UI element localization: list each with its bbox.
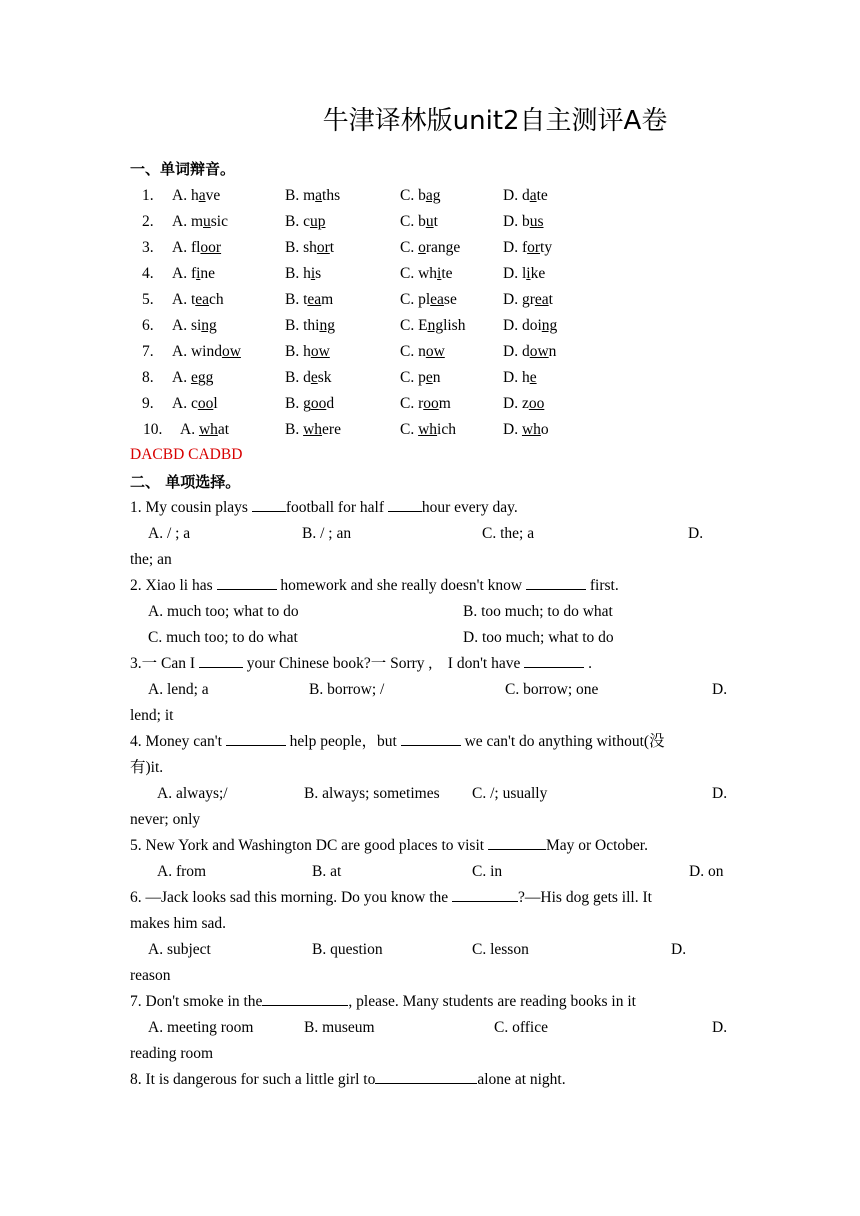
option-text: se [443, 291, 457, 308]
phonics-option-c [400, 287, 457, 313]
phonics-row-number: 8. [142, 369, 154, 386]
phonics-option-c [400, 417, 456, 443]
underlined-letters: ea [195, 291, 210, 308]
underlined-letters: ng [541, 317, 558, 334]
phonics-option-b [285, 417, 341, 443]
option-text: ty [540, 239, 553, 256]
underlined-letters: e [425, 369, 433, 386]
underlined-letters: oo [528, 395, 545, 412]
option-text: A. si [172, 317, 202, 334]
phonics-row-number: 10. [143, 421, 163, 438]
underlined-letters: up [309, 213, 326, 230]
phonics-option-a [172, 183, 220, 209]
option-text: t [433, 213, 438, 230]
underlined-letters: i [526, 265, 531, 282]
option-text: n [548, 343, 557, 360]
phonics-option-c [400, 209, 438, 235]
q2-option-d: D. too much; what to do [463, 629, 614, 646]
phonics-option-a [172, 209, 228, 235]
underlined-letters: ng [427, 317, 444, 334]
underlined-letters: a [529, 187, 537, 204]
option-text: D. b [503, 213, 530, 230]
underlined-letters: wh [418, 421, 438, 438]
option-text: A. h [172, 187, 199, 204]
option-text: A. f [172, 265, 197, 282]
question-3: 3.一 Can I your Chinese book?一 Sorry , I don't have . [130, 655, 592, 672]
underlined-letters: oo [310, 395, 327, 412]
q6-option-b: B. question [312, 941, 383, 958]
option-text: ere [322, 421, 341, 438]
option-text: at [217, 421, 230, 438]
underlined-letters: e [310, 369, 318, 386]
option-text: range [425, 239, 461, 256]
phonics-option-a [172, 287, 224, 313]
option-text: lish [443, 317, 466, 334]
underlined-letters: ow [310, 343, 330, 360]
option-text: C. wh [400, 265, 438, 282]
option-text: o [540, 421, 549, 438]
question-1: 1. My cousin plays football for half hour every day. [130, 499, 518, 516]
option-text: B. thi [285, 317, 320, 334]
phonics-option-d [503, 209, 544, 235]
question-5: 5. New York and Washington DC are good places to visit May or October. [130, 837, 648, 854]
phonics-option-b [285, 209, 325, 235]
option-text: A. t [172, 291, 196, 308]
underlined-letters: a [198, 187, 206, 204]
q5-option-c: C. in [472, 863, 503, 880]
phonics-row-number: 9. [142, 395, 154, 412]
phonics-row-number: 1. [142, 187, 154, 204]
section1-heading: 一、单词辩音。 [130, 160, 236, 178]
q6-option-d: D. [671, 941, 687, 958]
phonics-option-d [503, 391, 544, 417]
option-text: C. pl [400, 291, 431, 308]
q6-option-d-text: reason [130, 967, 171, 984]
option-text: C. r [400, 395, 424, 412]
q5-option-a: A. from [157, 863, 207, 880]
phonics-option-d [503, 183, 548, 209]
underlined-letters: ow [425, 343, 445, 360]
phonics-row-number: 7. [142, 343, 154, 360]
underlined-letters: wh [303, 421, 323, 438]
option-text: ths [322, 187, 341, 204]
option-text: m [321, 291, 334, 308]
question-6-cont: makes him sad. [130, 915, 226, 932]
option-text: B. [285, 421, 304, 438]
phonics-option-a [172, 235, 221, 261]
q1-option-d: D. [688, 525, 704, 542]
underlined-letters: wh [521, 421, 541, 438]
option-text: l [213, 395, 218, 412]
phonics-row-number: 3. [142, 239, 154, 256]
option-text: D. h [503, 369, 530, 386]
phonics-option-c [400, 391, 451, 417]
underlined-letters: o [418, 239, 426, 256]
option-text: ch [209, 291, 224, 308]
phonics-row-number: 5. [142, 291, 154, 308]
underlined-letters: ow [221, 343, 241, 360]
option-text: te [441, 265, 453, 282]
q5-option-b: B. at [312, 863, 342, 880]
underlined-letters: ea [534, 291, 549, 308]
phonics-option-c [400, 365, 440, 391]
question-7: 7. Don't smoke in the , please. Many students are reading books in it [130, 993, 636, 1010]
phonics-option-a [172, 339, 241, 365]
phonics-option-a [172, 313, 217, 339]
option-text: D. l [503, 265, 527, 282]
q3-option-c: C. borrow; one [505, 681, 599, 698]
option-text: te [536, 187, 548, 204]
option-text: B. m [285, 187, 316, 204]
phonics-row-number: 6. [142, 317, 154, 334]
option-text: A. wind [172, 343, 222, 360]
option-text: D. z [503, 395, 529, 412]
q2-option-c: C. much too; to do what [148, 629, 298, 646]
option-text: B. h [285, 265, 311, 282]
phonics-option-d [503, 417, 549, 443]
option-text: ve [205, 187, 221, 204]
option-text: B. sh [285, 239, 317, 256]
option-text: m [438, 395, 451, 412]
phonics-option-c [400, 183, 440, 209]
option-text: n [432, 369, 441, 386]
phonics-option-d [503, 261, 545, 287]
phonics-option-b [285, 287, 333, 313]
underlined-letters: wh [198, 421, 218, 438]
question-4: 4. Money can't help people，but we can't do anything without(没 [130, 733, 665, 750]
phonics-option-d [503, 313, 557, 339]
phonics-option-d [503, 235, 552, 261]
question-4-cont: 有)it. [130, 759, 164, 776]
option-text: C. E [400, 317, 428, 334]
q7-option-d: D. [712, 1019, 728, 1036]
option-text: C. b [400, 187, 426, 204]
q2-option-a: A. much too; what to do [148, 603, 299, 620]
option-text: gg [197, 369, 214, 386]
q1-option-a: A. / ; a [148, 525, 191, 542]
q3-option-a: A. lend; a [148, 681, 209, 698]
q3-option-d-text: lend; it [130, 707, 174, 724]
option-text: t [329, 239, 335, 256]
option-text: A. fl [172, 239, 201, 256]
underlined-letters: e [529, 369, 537, 386]
option-text: d [326, 395, 335, 412]
phonics-option-c [400, 339, 445, 365]
q7-option-c: C. office [494, 1019, 548, 1036]
option-text: t [548, 291, 553, 308]
option-text: C. [400, 239, 419, 256]
option-text: C. p [400, 369, 426, 386]
phonics-option-b [285, 183, 340, 209]
q1-option-d-text: the; an [130, 551, 172, 568]
phonics-option-b [285, 339, 330, 365]
underlined-letters: ng [319, 317, 335, 334]
q4-option-d: D. [712, 785, 728, 802]
phonics-option-b [285, 235, 334, 261]
phonics-option-c [400, 235, 460, 261]
q2-option-b: B. too much; to do what [463, 603, 613, 620]
option-text: D. [503, 421, 522, 438]
underlined-letters: u [425, 213, 434, 230]
option-text: D. doi [503, 317, 542, 334]
option-text: A. [180, 421, 199, 438]
q5-option-d: D. on [689, 863, 724, 880]
question-6: 6. —Jack looks sad this morning. Do you know the ?—His dog gets ill. It [130, 889, 652, 906]
option-text: D. gr [503, 291, 535, 308]
option-text: D. f [503, 239, 528, 256]
option-text: C. b [400, 213, 426, 230]
q4-option-b: B. always; sometimes [304, 785, 440, 802]
phonics-option-c [400, 313, 465, 339]
q1-option-c: C. the; a [482, 525, 535, 542]
phonics-option-d [503, 339, 556, 365]
phonics-option-b [285, 391, 334, 417]
section2-heading: 二、 单项选择。 [130, 473, 241, 491]
option-text: ne [200, 265, 216, 282]
underlined-letters: or [316, 239, 330, 256]
option-text: C. [400, 421, 419, 438]
phonics-option-a [172, 391, 218, 417]
underlined-letters: i [310, 265, 316, 282]
option-text: ke [530, 265, 546, 282]
option-text: sic [210, 213, 228, 230]
underlined-letters: e [190, 369, 198, 386]
option-text: s [315, 265, 322, 282]
phonics-row-number: 2. [142, 213, 154, 230]
underlined-letters: ag [425, 187, 441, 204]
option-text: B. t [285, 291, 308, 308]
question-8: 8. It is dangerous for such a little girl to alone at night. [130, 1071, 566, 1088]
option-text: ich [437, 421, 456, 438]
underlined-letters: oo [197, 395, 214, 412]
option-text: B. c [285, 213, 310, 230]
q4-option-d-text: never; only [130, 811, 201, 828]
underlined-letters: a [315, 187, 323, 204]
underlined-letters: u [203, 213, 211, 230]
phonics-option-b [285, 365, 332, 391]
option-text: A. c [172, 395, 198, 412]
page-title: 牛津译林版unit2自主测评A卷 [322, 106, 668, 136]
question-2: 2. Xiao li has homework and she really doesn't know first. [130, 577, 619, 594]
q3-option-b: B. borrow; / [309, 681, 385, 698]
phonics-row-number: 4. [142, 265, 154, 282]
option-text: C. n [400, 343, 426, 360]
q7-option-d-text: reading room [130, 1045, 214, 1062]
q7-option-a: A. meeting room [148, 1019, 254, 1036]
option-text: D. d [503, 343, 530, 360]
option-text: B. d [285, 369, 311, 386]
option-text: B. g [285, 395, 311, 412]
phonics-option-d [503, 287, 553, 313]
underlined-letters: us [529, 213, 544, 230]
underlined-letters: ow [529, 343, 549, 360]
option-text: D. d [503, 187, 530, 204]
underlined-letters: oo [423, 395, 439, 412]
q6-option-a: A. subject [148, 941, 211, 958]
option-text: sk [317, 369, 332, 386]
underlined-letters: or [527, 239, 541, 256]
phonics-option-b [285, 261, 321, 287]
option-text: A. [172, 369, 191, 386]
q7-option-b: B. museum [304, 1019, 375, 1036]
phonics-option-a [172, 365, 213, 391]
q4-option-a: A. always;/ [157, 785, 228, 802]
option-text: A. m [172, 213, 203, 230]
underlined-letters: oor [200, 239, 222, 256]
option-text: B. h [285, 343, 311, 360]
phonics-option-b [285, 313, 335, 339]
underlined-letters: ea [430, 291, 444, 308]
phonics-option-d [503, 365, 537, 391]
phonics-option-a [172, 261, 215, 287]
underlined-letters: ea [307, 291, 322, 308]
phonics-option-c [400, 261, 453, 287]
section1-answers: DACBD CADBD [130, 446, 243, 463]
q6-option-c: C. lesson [472, 941, 529, 958]
q3-option-d: D. [712, 681, 728, 698]
underlined-letters: i [437, 265, 442, 282]
q4-option-c: C. /; usually [472, 785, 548, 802]
underlined-letters: ng [201, 317, 217, 334]
q1-option-b: B. / ; an [302, 525, 352, 542]
underlined-letters: i [196, 265, 201, 282]
phonics-option-a [180, 417, 229, 443]
